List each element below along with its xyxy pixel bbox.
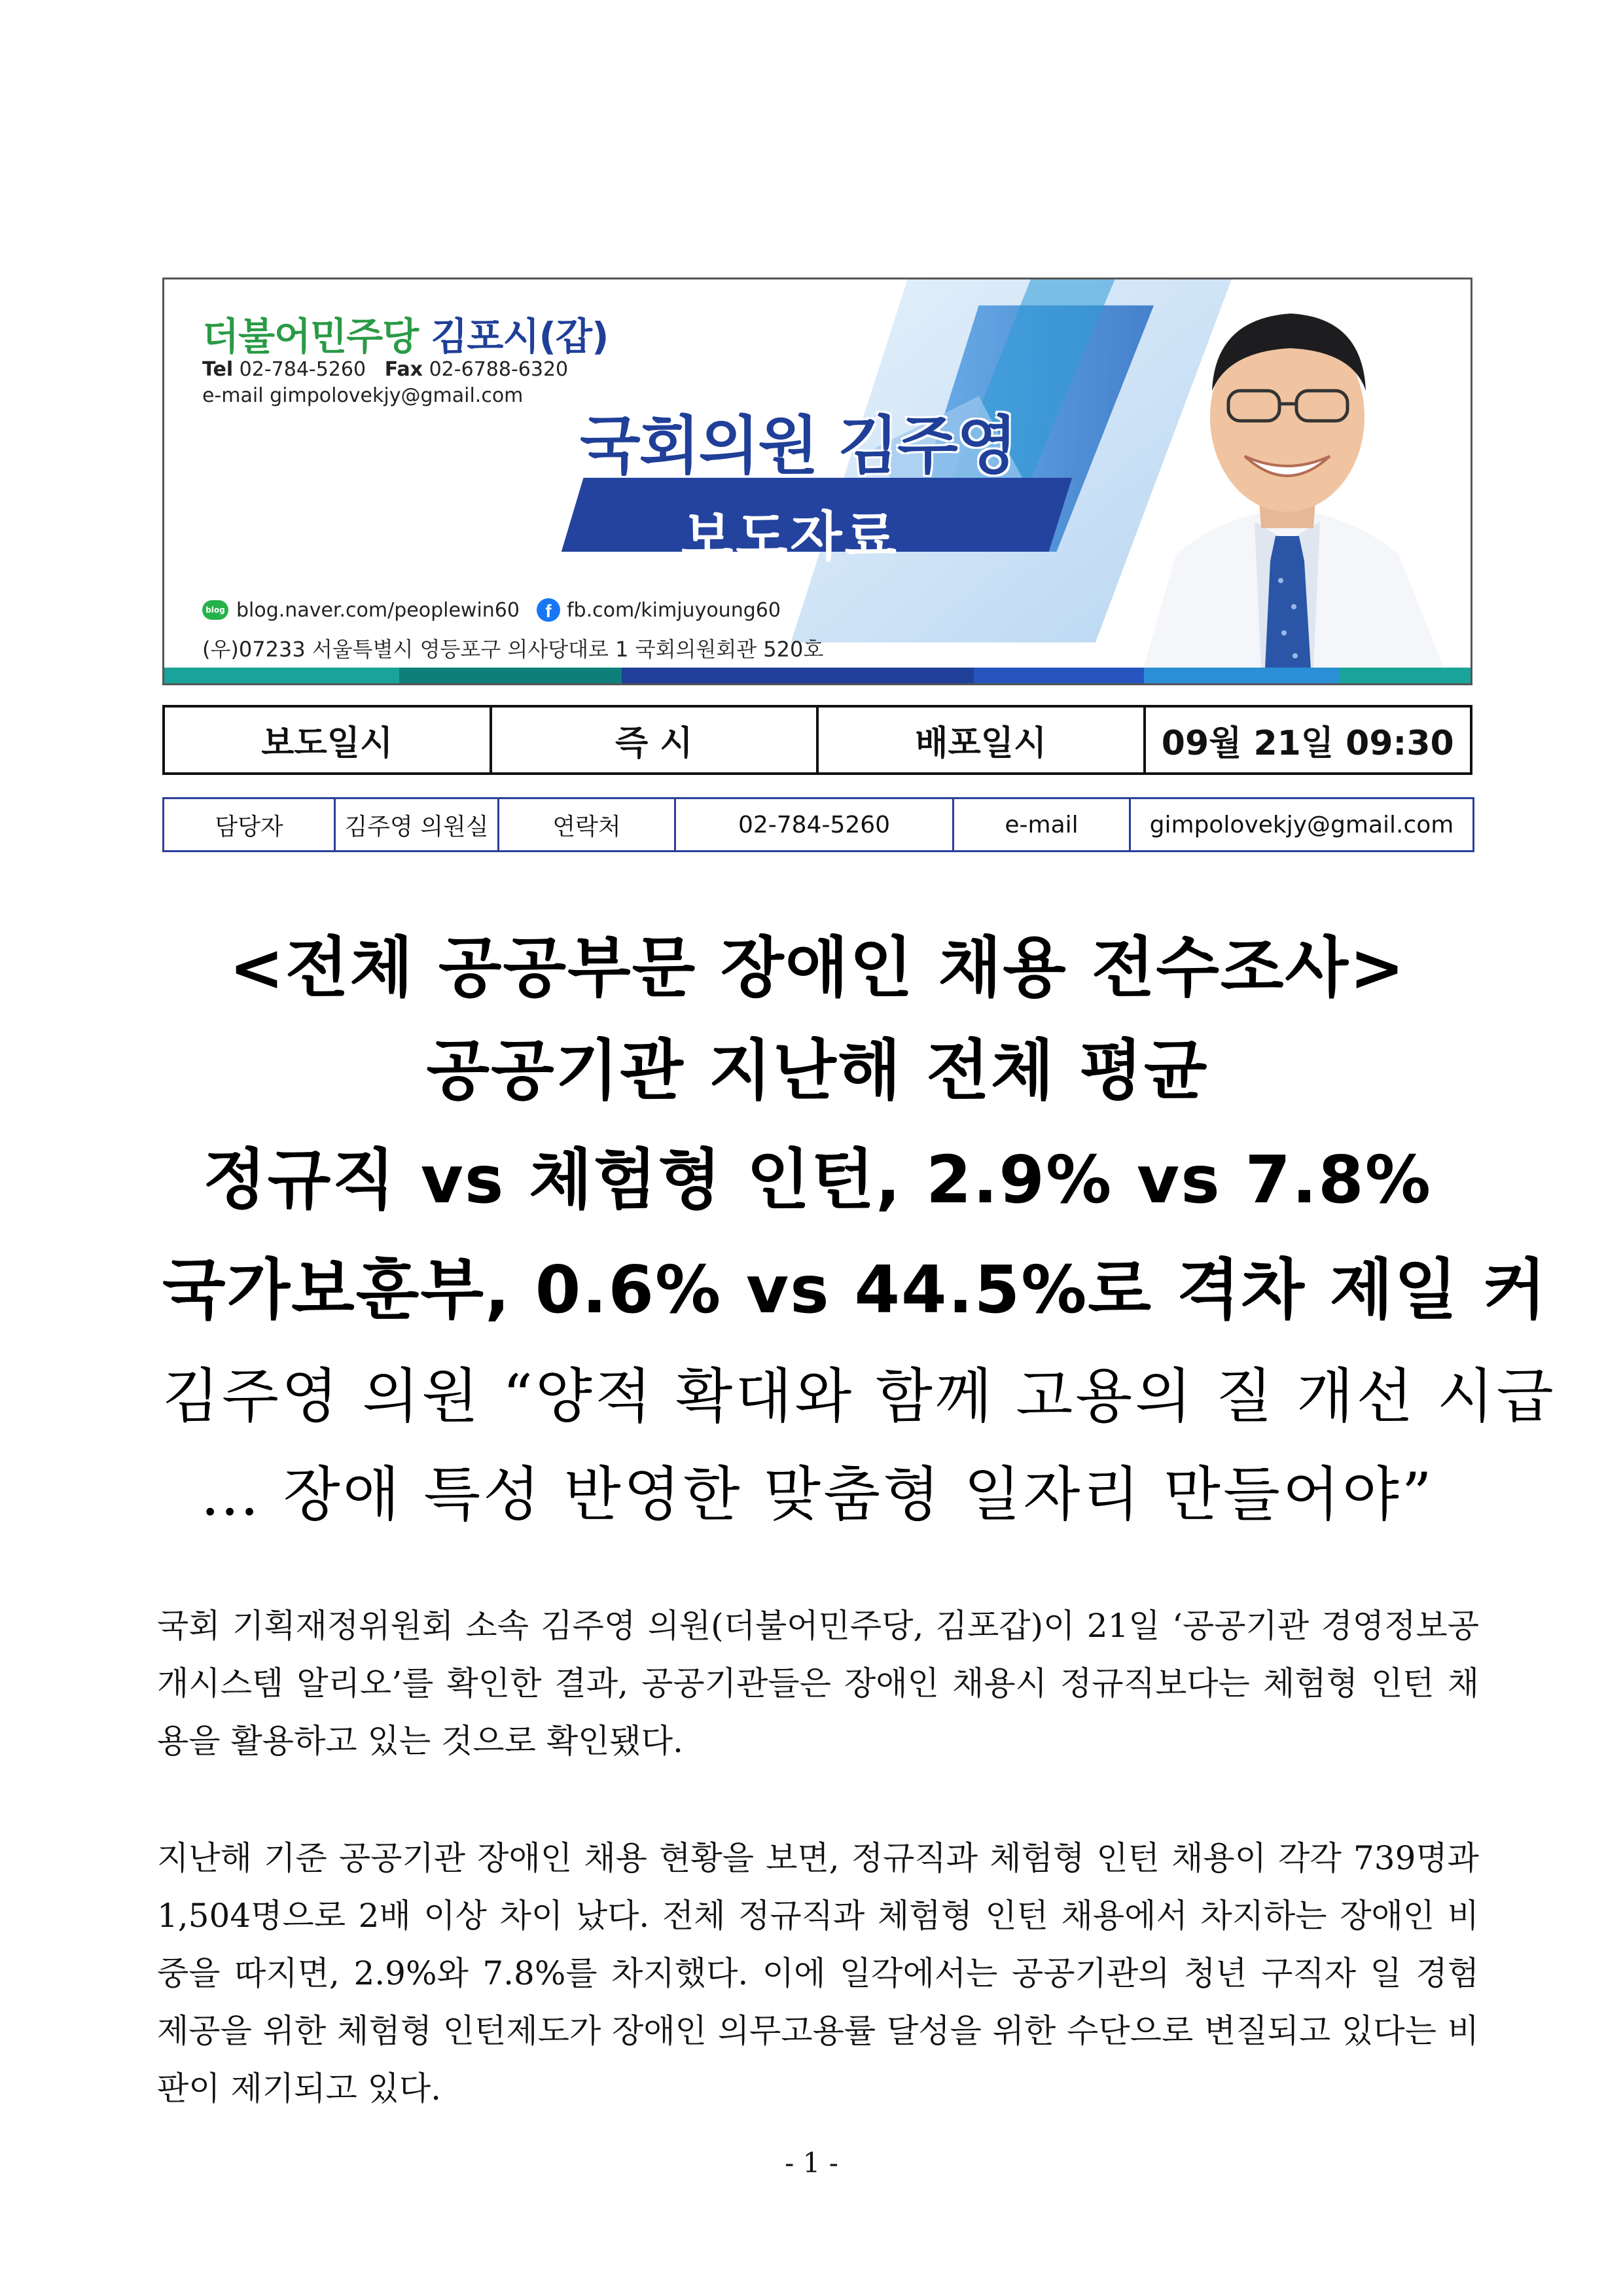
subheadline-1: 김주영 의원 “양적 확대와 함께 고용의 질 개선 시급 — [162, 1362, 1556, 1431]
social-links — [202, 598, 781, 622]
body-paragraph-1: 국회 기획재정위원회 소속 김주영 의원(더불어민주당, 김포갑)이 21일 ‘공공기관 경영정보공개시스템 알리오’를 확인한 결과, 공공기관들은 장애인 채용시 정규직보다는 체험형 인턴 채용을 활용하고 있는 것으로 확인됐다. — [157, 1607, 1479, 1760]
body-paragraph-2: 지난해 기준 공공기관 장애인 채용 현황을 보면, 정규직과 체험형 인턴 채용이 각각 739명과 1,504명으로 2배 이상 차이 났다. 전체 정규직과 체험형 인턴 채용에서 차지하는 장애인 비중을 따지면, 2.9%와 7.8%를 차지했다. 이에 일각에서는 공공기관의 청년 구직자 일 경험 제공을 위한 체험형 인턴제도가 장애인 의무고용률 달성을 위한 수단으로 변질되고 있다는 비판이 제기되고 있다. — [157, 1839, 1479, 2108]
email-line: e-mail gimpolovekjy@gmail.com — [202, 384, 524, 407]
contact-phone-label: 연락처 — [499, 798, 675, 852]
press-release-title: 보도자료 — [681, 506, 899, 568]
distribution-date-value: 09월 21일 09:30 — [1145, 706, 1472, 774]
member-title: 국회의원 김주영 — [580, 409, 1016, 482]
contact-email-label: e-mail — [954, 798, 1130, 852]
contact-person-value: 김주영 의원실 — [335, 798, 499, 852]
contact-info-table — [162, 797, 1474, 852]
banner-stripe — [164, 668, 1471, 683]
release-date-label: 보도일시 — [164, 706, 491, 774]
facebook-link[interactable]: fb.com/kimjuyoung60 — [566, 598, 781, 622]
page-number: - 1 - — [785, 2147, 838, 2179]
press-release-banner — [162, 278, 1472, 685]
subheadline-2: … 장애 특성 반영한 맞춤형 일자리 만들어야” — [200, 1460, 1435, 1529]
party-name: 더불어민주당 김포시(갑) — [202, 314, 609, 359]
phone-fax-line: Tel 02-784-5260 Fax 02-6788-6320 — [202, 358, 569, 381]
headline-1: <전체 공공부문 장애인 채용 전수조사> — [229, 929, 1406, 1006]
contact-email-value[interactable]: gimpolovekjy@gmail.com — [1130, 798, 1474, 852]
contact-phone-value: 02-784-5260 — [675, 798, 954, 852]
facebook-icon: f — [537, 598, 560, 622]
headline-3: 정규직 vs 체험형 인턴, 2.9% vs 7.8% — [203, 1141, 1432, 1218]
headline-2: 공공기관 지난해 전체 평균 — [426, 1032, 1209, 1109]
contact-person-label: 담당자 — [164, 798, 335, 852]
office-address: (우)07233 서울특별시 영등포구 의사당대로 1 국회의원회관 520호 — [202, 637, 824, 662]
member-portrait — [1104, 279, 1471, 669]
distribution-date-label: 배포일시 — [817, 706, 1145, 774]
release-date-value: 즉 시 — [491, 706, 818, 774]
headline-4: 국가보훈부, 0.6% vs 44.5%로 격차 제일 커 — [162, 1251, 1548, 1328]
release-info-table — [162, 705, 1472, 775]
blog-icon: blog — [202, 600, 228, 620]
blog-link[interactable]: blog.naver.com/peoplewin60 — [236, 598, 520, 622]
